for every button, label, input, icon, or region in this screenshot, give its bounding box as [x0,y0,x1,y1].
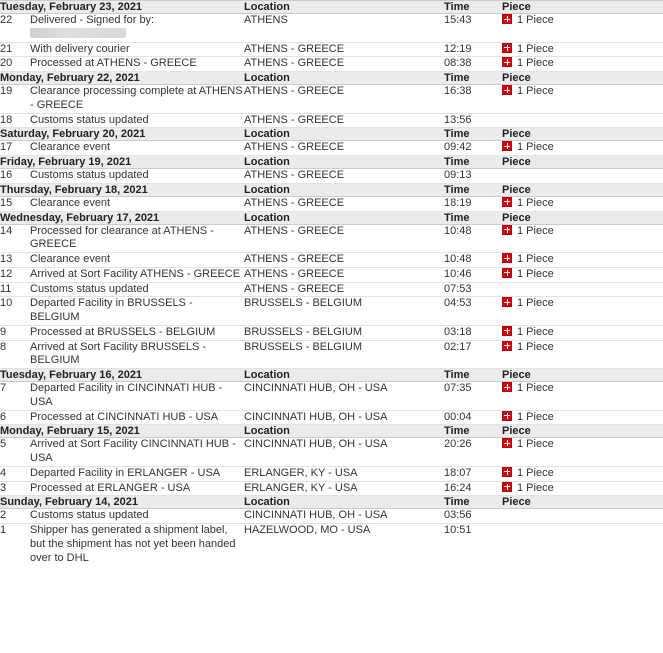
piece-label: 1 Piece [517,42,554,55]
event-piece [502,297,663,326]
column-header-location: Location [244,425,444,438]
piece-expand-icon[interactable] [502,467,512,477]
event-time: 15:43 [444,14,502,43]
event-number: 6 [0,410,30,425]
event-piece [502,85,663,114]
column-header-piece: Piece [502,128,663,141]
piece-expand-icon[interactable] [502,326,512,336]
piece-expand-icon[interactable] [502,411,512,421]
event-time: 07:35 [444,382,502,411]
date-group-header [0,183,663,196]
event-piece [502,410,663,425]
event-time: 10:46 [444,267,502,282]
event-time: 18:07 [444,466,502,481]
event-number: 2 [0,509,30,524]
event-location: ATHENS - GREECE [244,141,444,156]
piece-expand-icon[interactable] [502,341,512,351]
table-row [0,282,663,297]
column-header-time: Time [444,1,502,14]
date-group-header [0,72,663,85]
event-piece [502,382,663,411]
event-piece [502,481,663,496]
event-location: CINCINNATI HUB, OH - USA [244,509,444,524]
column-header-piece: Piece [502,156,663,169]
piece-label: 1 Piece [517,325,554,338]
column-header-piece: Piece [502,496,663,509]
event-time: 13:56 [444,113,502,128]
event-piece [502,466,663,481]
event-number: 19 [0,85,30,114]
date-label: Sunday, February 14, 2021 [0,496,244,509]
event-piece [502,282,663,297]
piece-label: 1 Piece [517,57,554,70]
event-location: ERLANGER, KY - USA [244,481,444,496]
event-number: 21 [0,42,30,57]
event-piece [502,113,663,128]
event-number: 1 [0,524,7,536]
event-location: ATHENS - GREECE [244,113,444,128]
column-header-time: Time [444,183,502,196]
column-header-time: Time [444,156,502,169]
date-group-header [0,369,663,382]
column-header-piece: Piece [502,211,663,224]
event-time: 00:04 [444,410,502,425]
event-description: With delivery courier [30,42,244,57]
piece-label: 1 Piece [517,14,554,26]
event-location: ATHENS - GREECE [244,224,444,253]
event-description: Processed at BRUSSELS - BELGIUM [30,325,244,340]
event-location: ATHENS [244,14,444,43]
date-group-header [0,156,663,169]
date-label: Saturday, February 20, 2021 [0,128,244,141]
event-number: 12 [0,267,30,282]
event-time: 10:51 [444,524,472,536]
piece-label: 1 Piece [517,196,554,209]
event-time: 10:48 [444,253,502,268]
table-row [0,57,663,72]
event-piece [502,438,663,467]
event-number: 11 [0,282,30,297]
event-description: Clearance event [30,141,244,156]
column-header-location: Location [244,496,444,509]
event-description-text: Delivered - Signed for by: [30,14,155,26]
date-label: Wednesday, February 17, 2021 [0,211,244,224]
event-description: Clearance event [30,253,244,268]
event-location: ATHENS - GREECE [244,169,444,184]
event-time: 09:42 [444,141,502,156]
column-header-location: Location [244,211,444,224]
column-header-piece: Piece [502,72,663,85]
event-location: BRUSSELS - BELGIUM [244,325,444,340]
column-header-time: Time [444,72,502,85]
event-description: Arrived at Sort Facility ATHENS - GREECE [30,267,244,282]
date-group-header [0,128,663,141]
table-row [0,14,663,43]
column-header-time: Time [444,211,502,224]
event-number: 5 [0,438,30,467]
event-piece [502,141,663,156]
redacted-signature [30,28,126,38]
event-description: Customs status updated [30,169,244,184]
event-piece [502,224,663,253]
event-location: ATHENS - GREECE [244,196,444,211]
event-piece [502,14,663,43]
event-location: CINCINNATI HUB, OH - USA [244,382,444,411]
event-piece [502,325,663,340]
event-location: HAZELWOOD, MO - USA [244,524,371,536]
column-header-location: Location [244,1,444,14]
column-header-time: Time [444,425,502,438]
piece-expand-icon[interactable] [502,297,512,307]
column-header-piece: Piece [502,183,663,196]
event-piece [502,524,663,566]
event-description: Customs status updated [30,282,244,297]
date-label: Thursday, February 18, 2021 [0,183,244,196]
event-description: Processed at ERLANGER - USA [30,481,244,496]
event-description: Departed Facility in BRUSSELS - BELGIUM [30,297,244,326]
column-header-piece: Piece [502,1,663,14]
event-description: Arrived at Sort Facility BRUSSELS - BELGIUM [30,340,244,369]
event-number: 14 [0,224,30,253]
event-location: ATHENS - GREECE [244,85,444,114]
event-piece [502,42,663,57]
date-group-header [0,496,663,509]
piece-expand-icon[interactable] [502,85,512,95]
event-number: 15 [0,196,30,211]
event-number: 13 [0,253,30,268]
piece-label: 1 Piece [517,297,554,310]
event-piece [502,340,663,369]
event-time: 16:38 [444,85,502,114]
piece-label: 1 Piece [517,481,554,494]
table-row [0,325,663,340]
event-time: 16:24 [444,481,502,496]
piece-expand-icon[interactable] [502,268,512,278]
date-group-header [0,425,663,438]
event-number: 8 [0,340,30,369]
event-description: Processed at CINCINNATI HUB - USA [30,410,244,425]
event-time: 07:53 [444,282,502,297]
event-location: ERLANGER, KY - USA [244,466,444,481]
column-header-piece: Piece [502,369,663,382]
column-header-location: Location [244,156,444,169]
column-header-location: Location [244,369,444,382]
date-label: Tuesday, February 23, 2021 [0,1,244,14]
piece-expand-icon[interactable] [502,382,512,392]
column-header-time: Time [444,128,502,141]
event-description: Shipper has generated a shipment label, but the shipment has not yet been handed over to DHL [30,524,236,564]
table-row [0,196,663,211]
event-description: Customs status updated [30,113,244,128]
table-row [0,267,663,282]
event-location: ATHENS - GREECE [244,267,444,282]
event-number: 18 [0,113,30,128]
table-row [0,253,663,268]
event-description: Departed Facility in CINCINNATI HUB - USA [30,382,244,411]
table-row [0,509,663,524]
event-time: 10:48 [444,224,502,253]
event-location: ATHENS - GREECE [244,253,444,268]
column-header-location: Location [244,128,444,141]
table-row [0,466,663,481]
event-location: BRUSSELS - BELGIUM [244,297,444,326]
table-row [0,524,663,566]
piece-expand-icon[interactable] [502,43,512,53]
piece-label: 1 Piece [517,340,554,353]
piece-label: 1 Piece [517,141,554,154]
event-location: CINCINNATI HUB, OH - USA [244,438,444,467]
piece-expand-icon[interactable] [502,141,512,151]
piece-label: 1 Piece [517,466,554,479]
event-description: Customs status updated [30,509,244,524]
event-piece [502,267,663,282]
event-number: 17 [0,141,30,156]
piece-expand-icon[interactable] [502,57,512,67]
event-location: CINCINNATI HUB, OH - USA [244,410,444,425]
event-piece [502,253,663,268]
event-time: 03:56 [444,509,502,524]
piece-expand-icon[interactable] [502,438,512,448]
event-number: 16 [0,169,30,184]
column-header-time: Time [444,496,502,509]
column-header-time: Time [444,369,502,382]
table-row [0,141,663,156]
event-number: 3 [0,481,30,496]
event-number: 22 [0,14,30,43]
table-row [0,224,663,253]
event-location: BRUSSELS - BELGIUM [244,340,444,369]
event-description: Arrived at Sort Facility CINCINNATI HUB - USA [30,438,244,467]
event-piece [502,57,663,72]
table-row [0,297,663,326]
event-time: 02:17 [444,340,502,369]
event-number: 4 [0,466,30,481]
event-time: 08:38 [444,57,502,72]
table-row [0,169,663,184]
event-time: 04:53 [444,297,502,326]
event-piece [502,509,663,524]
table-row [0,340,663,369]
event-number: 20 [0,57,30,72]
event-location: ATHENS - GREECE [244,282,444,297]
event-description [30,14,244,43]
piece-expand-icon[interactable] [502,482,512,492]
column-header-location: Location [244,183,444,196]
piece-label: 1 Piece [517,253,554,265]
date-label: Friday, February 19, 2021 [0,156,244,169]
event-time: 03:18 [444,325,502,340]
event-piece [502,169,663,184]
event-time: 09:13 [444,169,502,184]
event-description: Clearance event [30,196,244,211]
table-row [0,113,663,128]
column-header-piece: Piece [502,425,663,438]
tracking-table-body [0,1,663,566]
event-piece [502,196,663,211]
event-time: 12:19 [444,42,502,57]
piece-label: 1 Piece [517,85,554,97]
table-row [0,382,663,411]
piece-expand-icon[interactable] [502,253,512,263]
event-number: 10 [0,297,30,326]
piece-label: 1 Piece [517,224,554,237]
event-time: 20:26 [444,438,502,467]
date-label: Monday, February 22, 2021 [0,72,244,85]
piece-label: 1 Piece [517,267,554,280]
date-group-header [0,211,663,224]
date-label: Monday, February 15, 2021 [0,425,244,438]
table-row [0,85,663,114]
event-description: Departed Facility in ERLANGER - USA [30,466,244,481]
event-description: Processed for clearance at ATHENS - GREECE [30,224,244,253]
event-time: 18:19 [444,196,502,211]
piece-label: 1 Piece [517,382,554,394]
event-number: 9 [0,325,30,340]
date-label: Tuesday, February 16, 2021 [0,369,244,382]
event-number: 7 [0,382,30,411]
table-row [0,410,663,425]
column-header-location: Location [244,72,444,85]
piece-label: 1 Piece [517,438,554,451]
table-row [0,481,663,496]
date-group-header [0,1,663,14]
piece-label: 1 Piece [517,410,554,423]
event-description: Clearance processing complete at ATHENS - GREECE [30,85,244,114]
piece-expand-icon[interactable] [502,14,512,24]
piece-expand-icon[interactable] [502,197,512,207]
event-location: ATHENS - GREECE [244,57,444,72]
table-row [0,42,663,57]
table-row [0,438,663,467]
event-location: ATHENS - GREECE [244,42,444,57]
event-description: Processed at ATHENS - GREECE [30,57,244,72]
piece-expand-icon[interactable] [502,225,512,235]
